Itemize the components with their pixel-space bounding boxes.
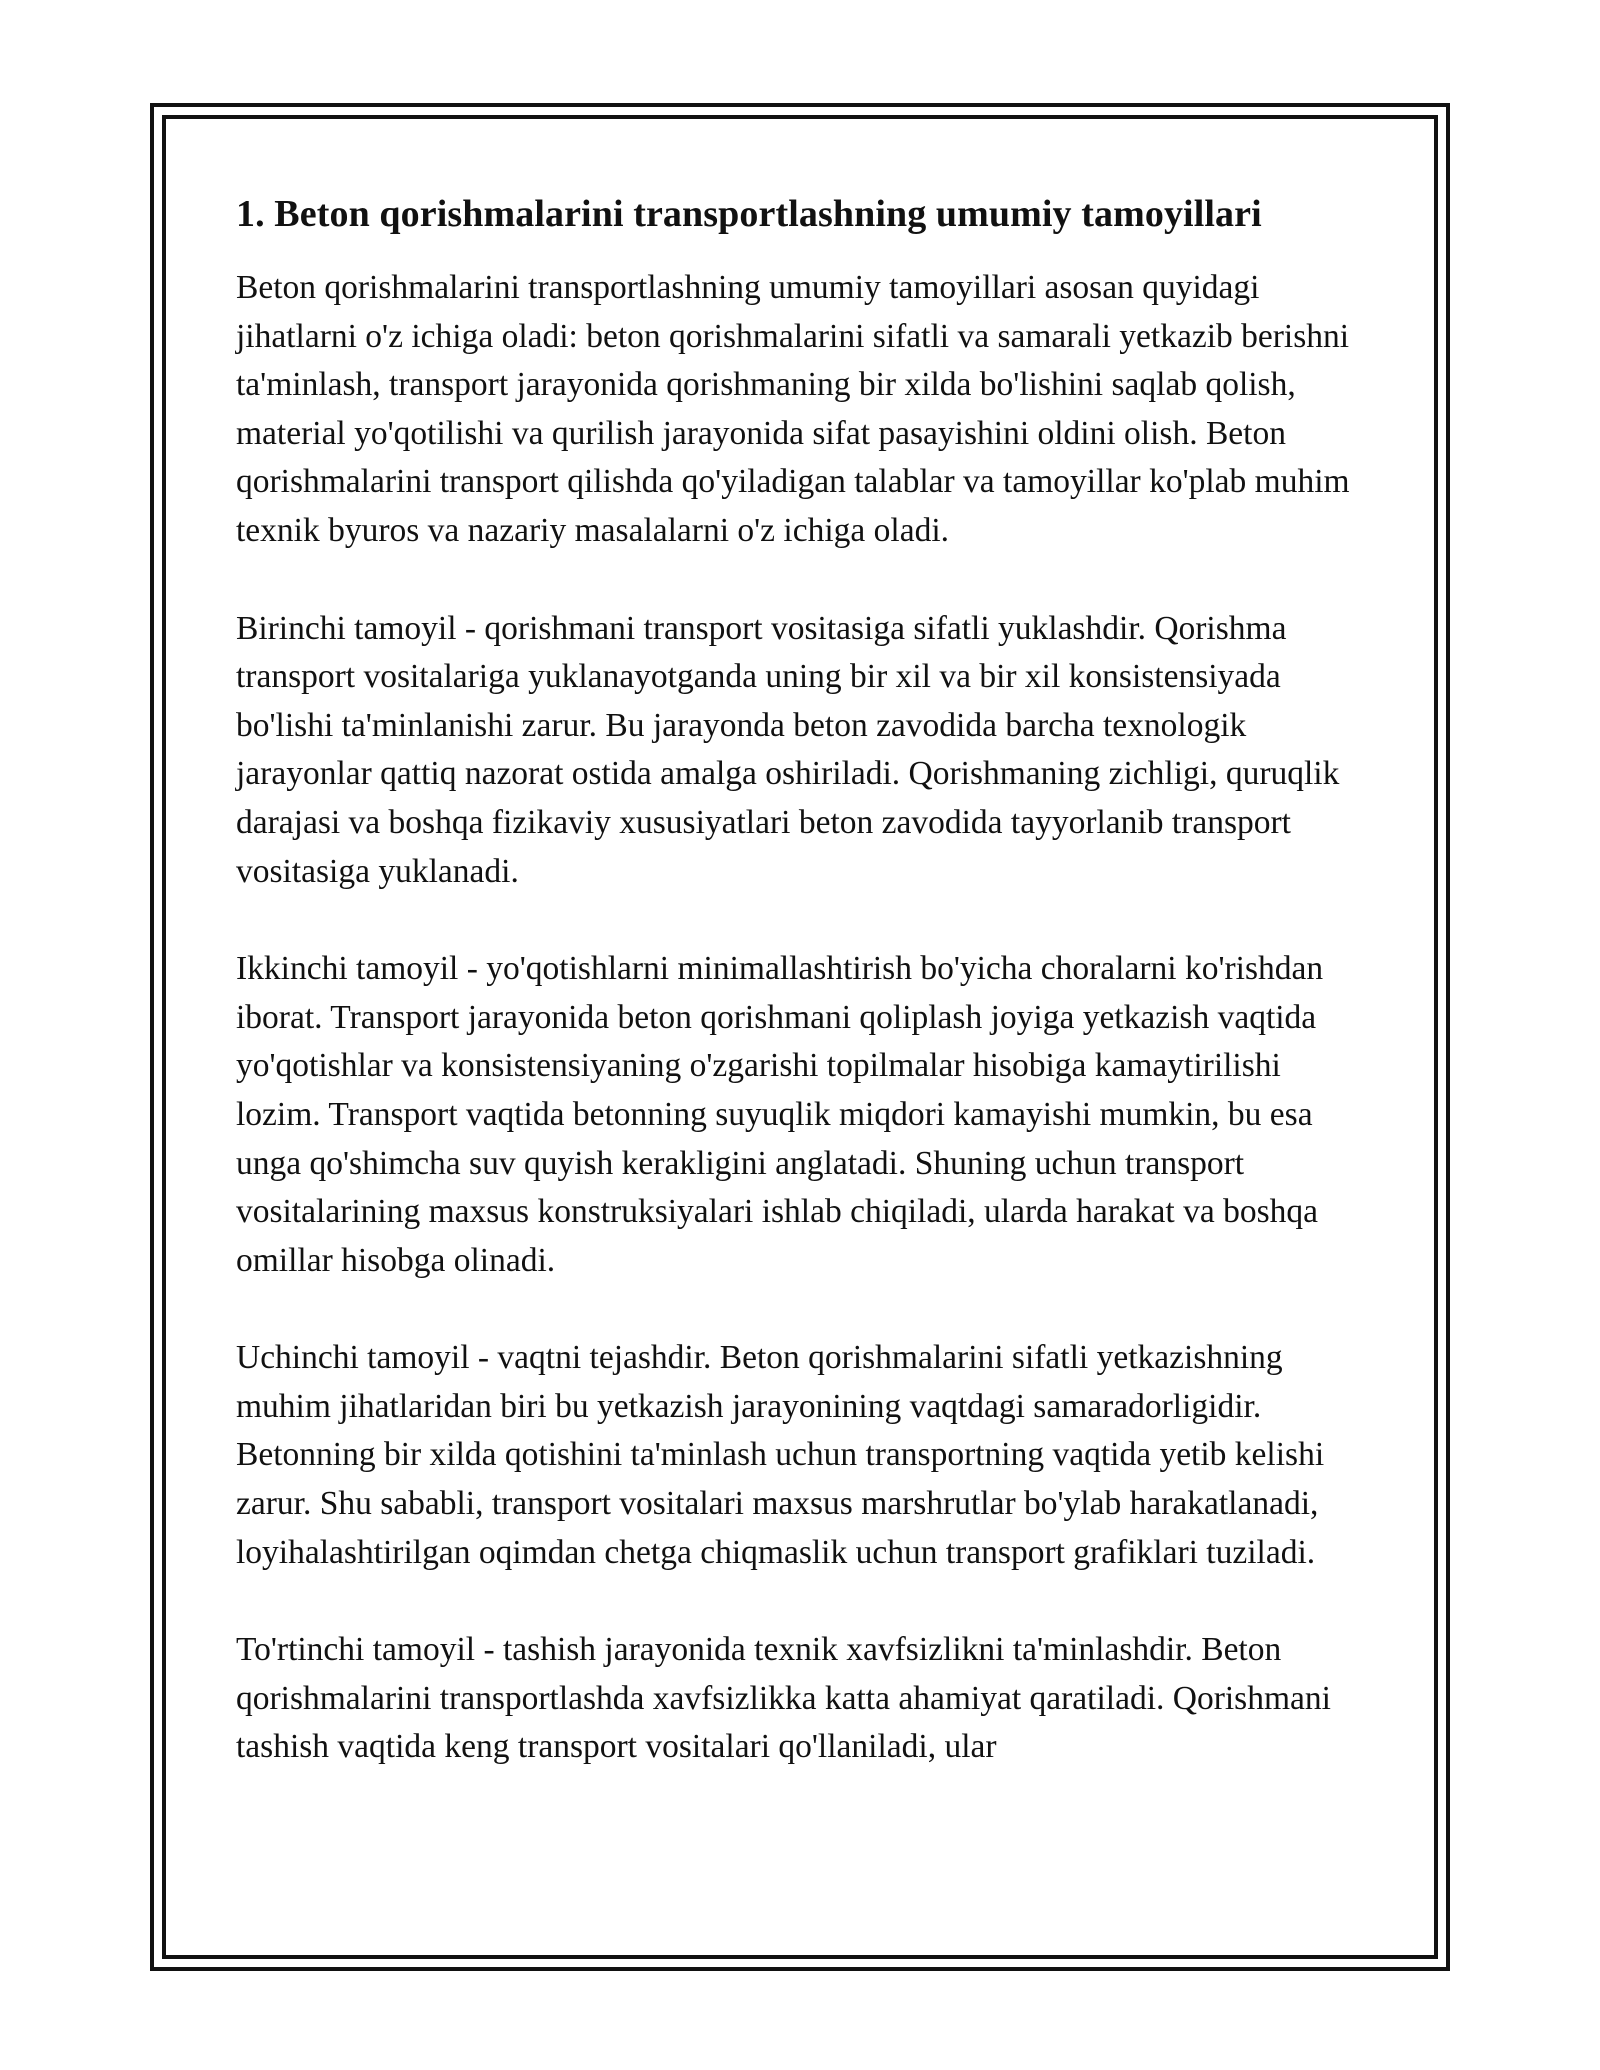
paragraph-third-principle: Uchinchi tamoyil - vaqtni tejashdir. Beton qorishmalarini sifatli yetkazishning muhim jihatlaridan biri bu yetkazish jarayonining vaqtdagi samaradorligidir. Betonning bir xilda qotishini ta'minlash uchun transportning vaqtida yetib kelishi zarur. Shu sababli, transport vositalari maxsus marshrutlar bo'ylab harakatlanadi, loyihalashtirilgan oqimdan chetga chiqmaslik uchun transport grafiklari tuziladi. xyxy=(236,1339,1325,1571)
paragraph-second-principle: Ikkinchi tamoyil - yo'qotishlarni minimallashtirish bo'yicha choralarni ko'rishdan iborat. Transport jarayonida beton qorishmani qoliplash joyiga yetkazish vaqtida yo'qotishlar va konsistensiyaning o'zgarishi topilmalar hisobiga kamaytirilishi lozim. Transport vaqtida betonning suyuqlik miqdori kamayishi mumkin, bu esa unga qo'shimcha suv quyish kerakligini anglatadi. Shuning uchun transport vositalarining maxsus konstruksiyalari ishlab chiqiladi, ularda harakat va boshqa omillar hisobga olinadi. xyxy=(236,950,1324,1279)
paragraph-intro: Beton qorishmalarini transportlashning umumiy tamoyillari asosan quyidagi jihatlarni o'z ichiga oladi: beton qorishmalarini sifatli va samarali yetkazib berishni ta'minlash, transport jarayonida qorishmaning bir xilda bo'lishini saqlab qolish, material yo'qotilishi va qurilish jarayonida sifat pasayishini oldini olish. Beton qorishmalarini transport qilishda qo'yiladigan talablar va tamoyillar ko'plab muhim texnik byuros va nazariy masalalarni o'z ichiga oladi. xyxy=(236,269,1350,549)
paragraph-fourth-principle: To'rtinchi tamoyil - tashish jarayonida texnik xavfsizlikni ta'minlashdir. Beton qorishmalarini transportlashda xavfsizlikka katta ahamiyat qaratiladi. Qorishmani tashish vaqtida keng transport vositalari qo'llaniladi, ular xyxy=(236,1631,1331,1766)
section-heading: 1. Beton qorishmalarini transportlashning umumiy tamoyillari xyxy=(236,193,1262,235)
document-body xyxy=(236,186,1371,1772)
paragraph-first-principle: Birinchi tamoyil - qorishmani transport vositasiga sifatli yuklashdir. Qorishma transport vositalariga yuklanayotganda uning bir xil va bir xil konsistensiyada bo'lishi ta'minlanishi zarur. Bu jarayonda beton zavodida barcha texnologik jarayonlar qattiq nazorat ostida amalga oshiriladi. Qorishmaning zichligi, quruqlik darajasi va boshqa fizikaviy xususiyatlari beton zavodida tayyorlanib transport vositasiga yuklanadi. xyxy=(236,609,1340,890)
